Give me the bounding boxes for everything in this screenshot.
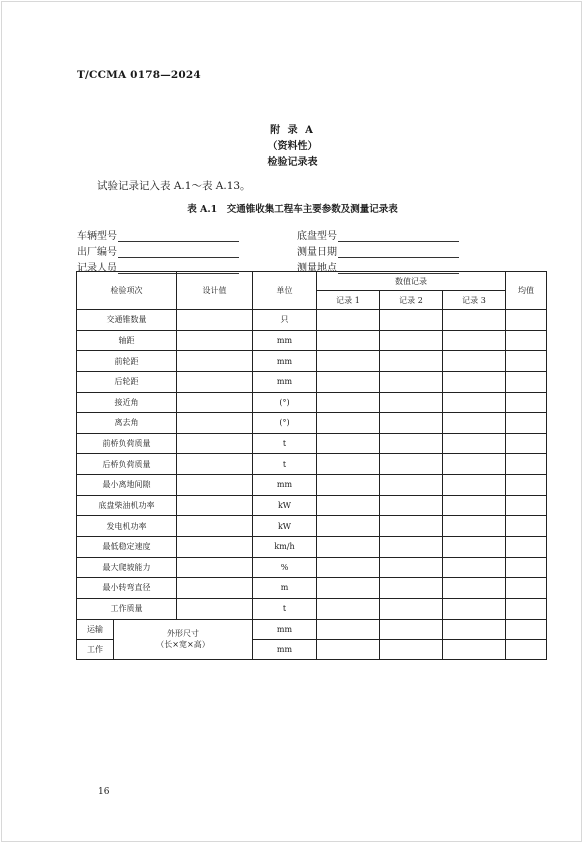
cell-record-2[interactable]	[380, 454, 443, 475]
cell-record-1[interactable]	[317, 536, 380, 557]
table-row	[77, 330, 547, 351]
cell-record-3[interactable]	[443, 413, 506, 434]
cell-record-3[interactable]	[443, 578, 506, 599]
table-row	[77, 557, 547, 578]
appendix-type: （资料性）	[267, 141, 318, 152]
cell-record-2[interactable]	[380, 433, 443, 454]
cell-record-3[interactable]	[443, 475, 506, 496]
cell-empty[interactable]	[317, 619, 380, 639]
row-unit: (°)	[253, 413, 317, 434]
vehicle-model-line[interactable]	[118, 230, 239, 242]
cell-record-1[interactable]	[317, 392, 380, 413]
header-record-3: 记录 3	[443, 291, 506, 310]
cell-record-1[interactable]	[317, 433, 380, 454]
row-unit: mm	[253, 351, 317, 372]
cell-record-3[interactable]	[443, 536, 506, 557]
cell-record-2[interactable]	[380, 495, 443, 516]
cell-record-2[interactable]	[380, 330, 443, 351]
measure-date-field[interactable]	[297, 243, 459, 258]
cell-average[interactable]	[506, 433, 547, 454]
cell-average[interactable]	[506, 371, 547, 392]
table-row	[77, 475, 547, 496]
dimension-label-cell	[114, 619, 253, 659]
cell-record-2[interactable]	[380, 475, 443, 496]
vehicle-model-label: 车辆型号	[77, 231, 117, 242]
cell-empty[interactable]	[506, 619, 547, 639]
table-caption: 表 A.1 交通锥收集工程车主要参数及测量记录表	[187, 204, 398, 215]
dimension-transport-unit: mm	[253, 619, 317, 639]
header-average: 均值	[506, 272, 547, 310]
cell-record-3[interactable]	[443, 433, 506, 454]
cell-record-1[interactable]	[317, 516, 380, 537]
table-row-transport	[77, 619, 547, 639]
table-row	[77, 433, 547, 454]
table-row	[77, 598, 547, 619]
cell-design-value[interactable]	[177, 351, 253, 372]
row-item-label: 最小转弯直径	[77, 578, 177, 599]
cell-design-value[interactable]	[177, 330, 253, 351]
cell-empty[interactable]	[443, 619, 506, 639]
cell-record-2[interactable]	[380, 598, 443, 619]
header-item: 检验项次	[77, 272, 177, 310]
table-row	[77, 454, 547, 475]
page-number: 16	[98, 787, 110, 797]
cell-average[interactable]	[506, 598, 547, 619]
factory-number-label: 出厂编号	[77, 247, 117, 258]
cell-record-1[interactable]	[317, 413, 380, 434]
row-item-label: 底盘柴油机功率	[77, 495, 177, 516]
measure-date-label: 测量日期	[297, 247, 337, 258]
factory-number-field[interactable]	[77, 243, 239, 258]
row-unit: t	[253, 598, 317, 619]
cell-record-2[interactable]	[380, 536, 443, 557]
cell-average[interactable]	[506, 330, 547, 351]
cell-average[interactable]	[506, 557, 547, 578]
cell-design-value[interactable]	[177, 454, 253, 475]
cell-design-value[interactable]	[177, 392, 253, 413]
measure-date-line[interactable]	[338, 246, 459, 258]
cell-record-1[interactable]	[317, 475, 380, 496]
cell-record-1[interactable]	[317, 454, 380, 475]
appendix-title: 附 录 A	[270, 125, 315, 136]
recorder-label: 记录人员	[77, 263, 117, 274]
cell-design-value[interactable]	[177, 516, 253, 537]
cell-record-1[interactable]	[317, 371, 380, 392]
dimension-work-label: 工作	[77, 639, 114, 659]
cell-empty[interactable]	[380, 619, 443, 639]
cell-design-value[interactable]	[177, 433, 253, 454]
cell-average[interactable]	[506, 351, 547, 372]
cell-empty[interactable]	[380, 639, 443, 659]
cell-record-1[interactable]	[317, 330, 380, 351]
cell-record-3[interactable]	[443, 557, 506, 578]
dimension-work-unit: mm	[253, 639, 317, 659]
row-item-label: 交通锥数量	[77, 310, 177, 331]
row-item-label: 工作质量	[77, 598, 177, 619]
cell-empty[interactable]	[506, 639, 547, 659]
cell-record-3[interactable]	[443, 598, 506, 619]
table-row	[77, 578, 547, 599]
cell-design-value[interactable]	[177, 371, 253, 392]
row-item-label: 后桥负荷质量	[77, 454, 177, 475]
cell-average[interactable]	[506, 578, 547, 599]
header-design-value: 设计值	[177, 272, 253, 310]
table-row	[77, 392, 547, 413]
cell-average[interactable]	[506, 310, 547, 331]
cell-design-value[interactable]	[177, 536, 253, 557]
cell-record-3[interactable]	[443, 454, 506, 475]
cell-empty[interactable]	[443, 639, 506, 659]
cell-design-value[interactable]	[177, 495, 253, 516]
row-item-label: 离去角	[77, 413, 177, 434]
cell-average[interactable]	[506, 454, 547, 475]
cell-design-value[interactable]	[177, 413, 253, 434]
cell-record-2[interactable]	[380, 371, 443, 392]
row-item-label: 前桥负荷质量	[77, 433, 177, 454]
cell-record-2[interactable]	[380, 578, 443, 599]
document-id: T/CCMA 0178—2024	[77, 69, 201, 81]
cell-average[interactable]	[506, 536, 547, 557]
row-item-label: 接近角	[77, 392, 177, 413]
cell-design-value[interactable]	[177, 578, 253, 599]
table-row	[77, 516, 547, 537]
cell-average[interactable]	[506, 475, 547, 496]
appendix-name: 检验记录表	[267, 157, 318, 168]
factory-number-line[interactable]	[118, 246, 239, 258]
row-unit: %	[253, 557, 317, 578]
cell-record-2[interactable]	[380, 310, 443, 331]
row-unit: kW	[253, 516, 317, 537]
header-record-1: 记录 1	[317, 291, 380, 310]
cell-empty[interactable]	[317, 639, 380, 659]
row-item-label: 后轮距	[77, 371, 177, 392]
dimension-label: 外形尺寸	[167, 629, 199, 639]
cell-average[interactable]	[506, 516, 547, 537]
table-row	[77, 371, 547, 392]
row-item-label: 最小离地间隙	[77, 475, 177, 496]
cell-record-2[interactable]	[380, 557, 443, 578]
cell-average[interactable]	[506, 495, 547, 516]
row-unit: m	[253, 578, 317, 599]
cell-record-3[interactable]	[443, 351, 506, 372]
dimension-sublabel: （长×宽×高）	[156, 640, 210, 650]
cell-record-3[interactable]	[443, 310, 506, 331]
cell-record-1[interactable]	[317, 578, 380, 599]
row-unit: 只	[253, 310, 317, 331]
row-unit: (°)	[253, 392, 317, 413]
cell-record-2[interactable]	[380, 516, 443, 537]
row-unit: km/h	[253, 536, 317, 557]
cell-design-value[interactable]	[177, 310, 253, 331]
cell-record-3[interactable]	[443, 371, 506, 392]
chassis-model-field[interactable]	[297, 227, 459, 242]
row-item-label: 最大爬坡能力	[77, 557, 177, 578]
row-item-label: 发电机功率	[77, 516, 177, 537]
row-unit: mm	[253, 475, 317, 496]
chassis-model-label: 底盘型号	[297, 231, 337, 242]
vehicle-model-field[interactable]	[77, 227, 239, 242]
record-table	[76, 271, 547, 660]
table-row	[77, 310, 547, 331]
row-item-label: 前轮距	[77, 351, 177, 372]
cell-record-2[interactable]	[380, 351, 443, 372]
row-item-label: 最低稳定速度	[77, 536, 177, 557]
cell-design-value[interactable]	[177, 475, 253, 496]
row-unit: mm	[253, 371, 317, 392]
cell-record-2[interactable]	[380, 413, 443, 434]
cell-record-2[interactable]	[380, 392, 443, 413]
dimension-transport-label: 运输	[77, 619, 114, 639]
cell-record-3[interactable]	[443, 495, 506, 516]
table-row	[77, 413, 547, 434]
table-row	[77, 495, 547, 516]
cell-record-3[interactable]	[443, 330, 506, 351]
row-item-label: 轴距	[77, 330, 177, 351]
measure-place-label: 测量地点	[297, 263, 337, 274]
row-unit: t	[253, 454, 317, 475]
cell-record-1[interactable]	[317, 351, 380, 372]
cell-average[interactable]	[506, 392, 547, 413]
intro-text: 试验记录记入表 A.1～表 A.13。	[97, 180, 251, 192]
cell-record-1[interactable]	[317, 598, 380, 619]
cell-design-value[interactable]	[177, 557, 253, 578]
cell-record-1[interactable]	[317, 495, 380, 516]
table-row	[77, 351, 547, 372]
cell-record-3[interactable]	[443, 516, 506, 537]
header-records: 数值记录	[317, 272, 506, 291]
cell-record-3[interactable]	[443, 392, 506, 413]
cell-design-value[interactable]	[177, 598, 253, 619]
header-unit: 单位	[253, 272, 317, 310]
cell-average[interactable]	[506, 413, 547, 434]
row-unit: kW	[253, 495, 317, 516]
row-unit: t	[253, 433, 317, 454]
table-row	[77, 536, 547, 557]
header-record-2: 记录 2	[380, 291, 443, 310]
cell-record-1[interactable]	[317, 557, 380, 578]
cell-record-1[interactable]	[317, 310, 380, 331]
row-unit: mm	[253, 330, 317, 351]
chassis-model-line[interactable]	[338, 230, 459, 242]
